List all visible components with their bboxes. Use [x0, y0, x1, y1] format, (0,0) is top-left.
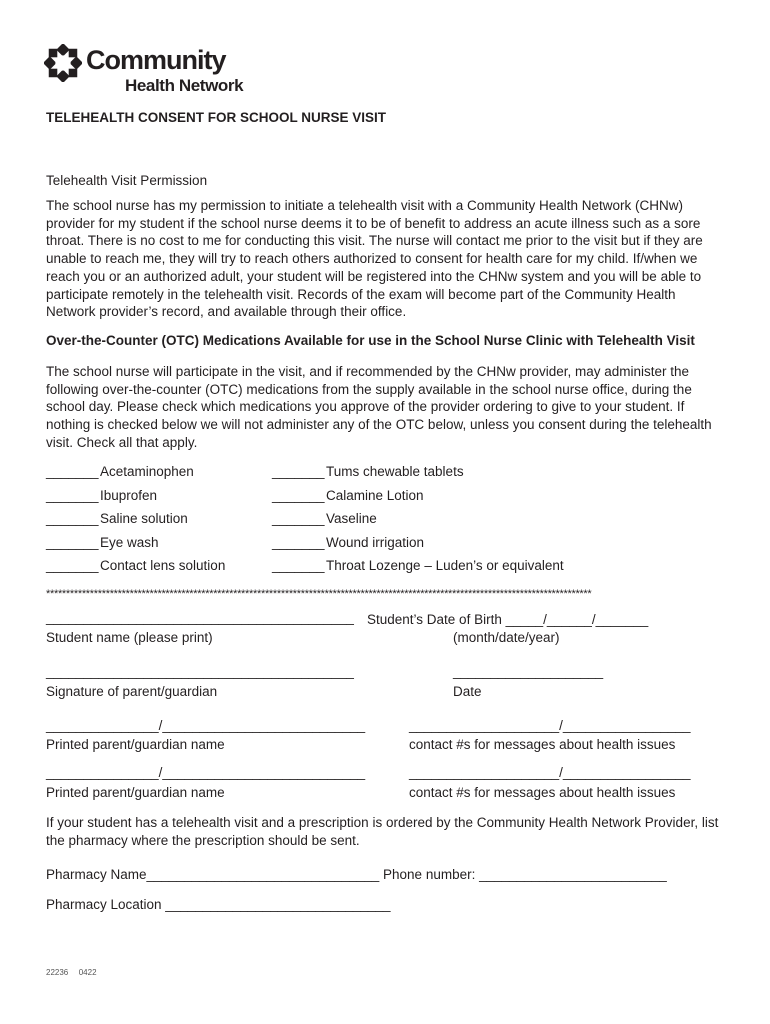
signature-date-label: Date [453, 684, 482, 699]
student-name-label: Student name (please print) [46, 630, 213, 645]
form-code [46, 968, 97, 977]
check-blank[interactable]: _______ [46, 464, 99, 479]
dob-format-label: (month/date/year) [453, 630, 560, 645]
med-label: Saline solution [100, 511, 188, 526]
form-title: TELEHEALTH CONSENT FOR SCHOOL NURSE VISIT [46, 110, 387, 125]
section1-body: The school nurse has my permission to initiate a telehealth visit with a Community Health Network (CHNw) provider for my student if the school nurse deems it to be of benefit to address an acute illness such as a sore throat. There is no cost to me for conducting this visit. The nurse will contact me prior to the visit but if they are unable to reach me, they will try to reach others authorized to consent for health care for my child. If/when we reach you or an authorized adult, your student will be registered into the CHNw system and you will be able to participate remotely in the telehealth visit. Records of the exam will become part of the Community Health Network provider’s record, and available through their office. [46, 198, 703, 320]
check-blank[interactable]: _______ [272, 558, 325, 573]
student-dob-field[interactable]: Student’s Date of Birth _____/______/_______ [367, 612, 649, 627]
pharmacy-location-field[interactable]: Pharmacy Location ______________________________ [46, 897, 391, 912]
pharmacy-name-phone-field[interactable]: Pharmacy Name_______________________________ Phone number: _________________________ [46, 867, 667, 882]
signature-label: Signature of parent/guardian [46, 684, 218, 699]
section2-body: The school nurse will participate in the visit, and if recommended by the CHNw provider, may administer the following over-the-counter (OTC) medications from the supply available in the school nurse office, during the school day. Please check which medications you approve of the provider ordering to give to your student. If nothing is checked below we will not administer any of the OTC below, unless you consent during the telehealth visit. Check all that apply. [46, 364, 712, 450]
med-label: Wound irrigation [326, 535, 425, 550]
signature-line[interactable]: _________________________________________ [46, 664, 354, 679]
med-label: Throat Lozenge – Luden’s or equivalent [326, 558, 564, 573]
check-blank[interactable]: _______ [272, 535, 325, 550]
form-revision-date: 0422 [78, 968, 97, 977]
logo-community-text: Community [86, 45, 226, 75]
guardian-contact-label: contact #s for messages about health issues [409, 737, 676, 752]
section1-heading: Telehealth Visit Permission [46, 173, 208, 188]
check-blank[interactable]: _______ [272, 464, 325, 479]
form-number: 22236 [46, 968, 69, 977]
guardian-name-line[interactable]: _______________/___________________________ [46, 765, 366, 780]
guardian-contact-line[interactable]: ____________________/_________________ [409, 718, 691, 733]
separator-line: ***************************************************************************************************************************************** [46, 588, 592, 600]
check-blank[interactable]: _______ [46, 535, 99, 550]
guardian-contact-label: contact #s for messages about health issues [409, 785, 676, 800]
check-blank[interactable]: _______ [272, 488, 325, 503]
check-blank[interactable]: _______ [46, 488, 99, 503]
med-label: Eye wash [100, 535, 159, 550]
section2-heading: Over-the-Counter (OTC) Medications Available for use in the School Nurse Clinic with Telehealth Visit [46, 333, 695, 348]
chnw-star-logo-icon [44, 44, 82, 82]
med-label: Ibuprofen [100, 488, 158, 503]
med-label: Calamine Lotion [326, 488, 424, 503]
med-label: Contact lens solution [100, 558, 226, 573]
student-name-line[interactable]: _________________________________________ [46, 610, 354, 625]
check-blank[interactable]: _______ [46, 511, 99, 526]
guardian-name-line[interactable]: _______________/___________________________ [46, 718, 366, 733]
signature-date-line[interactable]: ____________________ [453, 664, 604, 679]
guardian-contact-line[interactable]: ____________________/_________________ [409, 765, 691, 780]
check-blank[interactable]: _______ [272, 511, 325, 526]
guardian-name-label: Printed parent/guardian name [46, 737, 225, 752]
med-label: Tums chewable tablets [326, 464, 464, 479]
pharmacy-intro: If your student has a telehealth visit and a prescription is ordered by the Community Health Network Provider, list the pharmacy where the prescription should be sent. [46, 815, 719, 848]
check-blank[interactable]: _______ [46, 558, 99, 573]
guardian-name-label: Printed parent/guardian name [46, 785, 225, 800]
med-label: Acetaminophen [100, 464, 194, 479]
med-label: Vaseline [326, 511, 377, 526]
logo-health-network-text: Health Network [125, 76, 244, 95]
